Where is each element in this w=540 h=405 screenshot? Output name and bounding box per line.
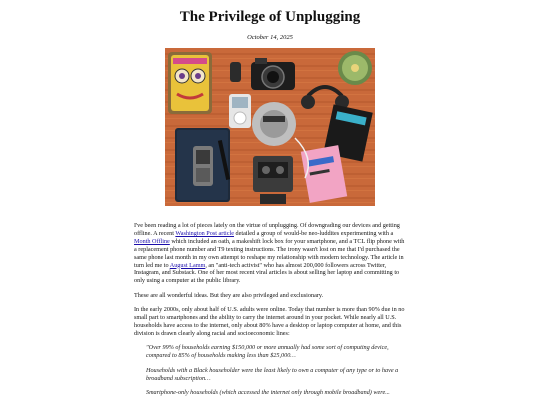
text-segment: , an "anti-tech activist" who has almost 200,000 followers across Twitter, Instagram, and Substack. One of her most recent viral articles is about selling her laptop and committing to only using a computer at the public library. bbox=[134, 261, 400, 285]
hero-image bbox=[165, 48, 375, 206]
paragraph-privilege: These are all wonderful ideas. But they are also privileged and exclusionary. bbox=[134, 291, 324, 299]
publish-date: October 14, 2025 bbox=[247, 34, 293, 41]
article-body bbox=[134, 222, 406, 403]
month-offline-link[interactable]: Month Offline bbox=[134, 237, 170, 245]
page-title: The Privilege of Unplugging bbox=[179, 9, 361, 25]
paragraph-statistics: In the early 2000s, only about half of U.S. adults were online. Today that number is more than 90% due in no small part to smartphones and the ability to carry the internet around in your pocket. While nearly all U.S. households have access to the internet, only about 80% have a desktop or laptop computer at home, and this division is drawn clearly along racial and socioeconomic lines: bbox=[134, 306, 405, 337]
flat-lay-photo-icon bbox=[165, 48, 375, 206]
august-lamm-link[interactable]: August Lamm bbox=[169, 261, 206, 269]
quote-black-households: Households with a Black householder were the least likely to own a computer of any type or to have a broadband subscription… bbox=[146, 366, 399, 382]
text-segment: I've been reading a lot of pieces lately on the virtue of unplugging. Of downgrading our devices and getting offline. A recent bbox=[134, 222, 400, 237]
text-segment: which included an oath, a makeshift lock box for your smartphone, and a TCL flip phone with a replacement phone number and T9 texting instructions. The irony wasn't lost on me that I'd purchased the same phone last month in my own attempt to reshape my relationship with modern technology. The article in turn led me to bbox=[134, 237, 405, 269]
text-segment: detailed a group of would-be neo-luddites experimenting with a bbox=[233, 229, 394, 237]
quote-income: "Over 99% of households earning $150,000 or more annually had some sort of computing device, compared to 85% of households making less than $25,000… bbox=[146, 344, 389, 360]
paragraph-intro bbox=[134, 222, 406, 285]
quote-smartphone-only: Smartphone-only households (which accessed the internet only through mobile broadband) were... bbox=[146, 388, 390, 396]
washington-post-link[interactable]: Washington Post article bbox=[175, 229, 234, 237]
